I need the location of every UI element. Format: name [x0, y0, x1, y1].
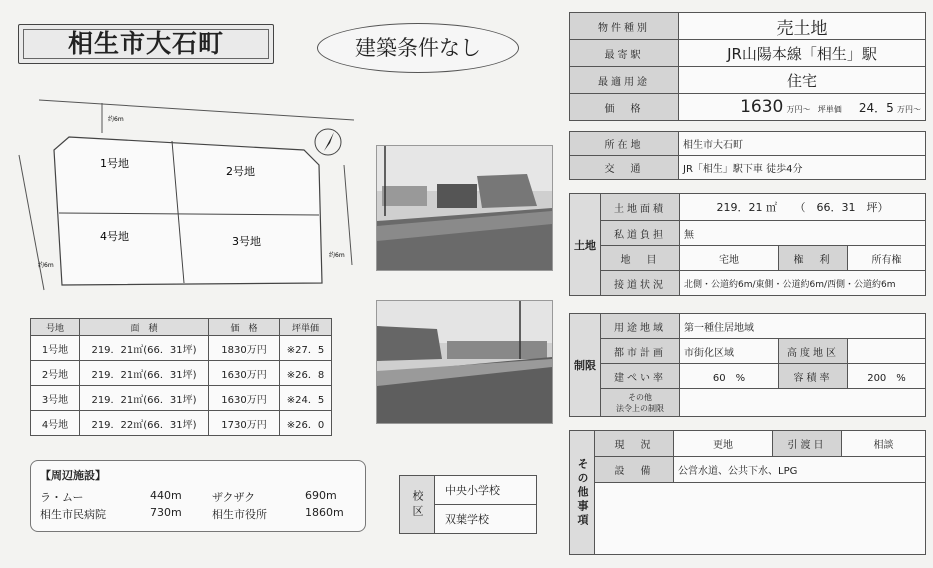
- location-table: 所在地 相生市大石町 交 通 JR「相生」駅下車 徒歩4分: [569, 131, 926, 180]
- lot-label-1: 1号地: [100, 157, 129, 170]
- property-summary: 物件種別 売土地 最寄駅 JR山陽本線「相生」駅 最適用途 住宅 価 格 1630 万円～ 坪単価 24．5 万円～: [569, 12, 926, 121]
- private-road: 無: [680, 221, 926, 246]
- photo-2-image: [377, 301, 552, 423]
- col-tsubo: 坪単価: [280, 319, 332, 336]
- road-width-right: 约6m: [329, 252, 345, 259]
- handover: 相談: [842, 431, 926, 457]
- best-use: 住宅: [679, 67, 926, 94]
- nearby-facilities: 【周辺施設】 ラ・ムー 440m ザクザク 690m 相生市民病院 730m 相生市役所 1860m: [30, 460, 366, 532]
- col-lot: 号地: [31, 319, 80, 336]
- price-cell: 1630 万円～ 坪単価 24．5 万円～: [679, 94, 926, 121]
- other-restrictions: [680, 389, 926, 417]
- road-width-top: 约6m: [108, 116, 124, 123]
- other-table: その他事項 現 況 更地 引渡日 相談 設 備 公営水道、公共下水、LPG: [569, 430, 926, 555]
- school-label: 校区: [400, 476, 435, 534]
- no-building-condition-badge: 建築条件なし: [317, 23, 519, 73]
- school-district-table: [399, 475, 537, 534]
- page-title: 相生市大石町: [67, 29, 224, 58]
- address: 相生市大石町: [679, 132, 926, 156]
- photo-1-image: [377, 146, 552, 270]
- table-row: 1号地 219．21㎡(66．31坪) 1830万円 ※27．5: [31, 336, 332, 361]
- col-area: 面 積: [80, 319, 209, 336]
- lot-label-2: 2号地: [226, 165, 255, 178]
- other-notes: [595, 483, 926, 555]
- use-zone: 第一種住居地域: [680, 314, 926, 339]
- site-photo-2: [376, 300, 553, 424]
- land-category: 宅地: [680, 246, 779, 271]
- lot-plan: [14, 95, 364, 300]
- building-coverage: 60 %: [680, 364, 779, 389]
- lot-outline: [54, 137, 322, 285]
- height-district: [848, 339, 926, 364]
- page-title-box: [18, 24, 274, 64]
- lot-label-4: 4号地: [100, 230, 129, 243]
- land-right: 所有権: [848, 246, 926, 271]
- table-row: 2号地 219．21㎡(66．31坪) 1630万円 ※26．8: [31, 361, 332, 386]
- restriction-table: 制限 用途地域 第一種住居地域 都市計画 市街化区域 高度地区 建ぺい率 60 % 容積率 200 % その他 法令上の制限: [569, 313, 926, 417]
- table-row: 3号地 219．21㎡(66．31坪) 1630万円 ※24．5: [31, 386, 332, 411]
- utilities: 公営水道、公共下水、LPG: [674, 457, 926, 483]
- junior-school: 双葉学校: [435, 505, 537, 534]
- elementary-school: 中央小学校: [435, 476, 537, 505]
- site-photo-1: [376, 145, 553, 271]
- compass-icon: [315, 129, 341, 155]
- city-plan: 市街化区域: [680, 339, 779, 364]
- lot-table: [30, 318, 332, 436]
- nearest-station: JR山陽本線「相生」駅: [679, 40, 926, 67]
- access: JR「相生」駅下車 徒歩4分: [679, 156, 926, 180]
- road-width-left: 约6m: [38, 262, 54, 269]
- current-status: 更地: [674, 431, 773, 457]
- price-value: 1630: [740, 97, 784, 117]
- land-table: 土地 土地面積 219．21 ㎡ （ 66．31 坪） 私道負担 無 地 目 宅地 権 利 所有権 接道状況 北側・公道約6m/東側・公道約6m/西側・公道約6m: [569, 193, 926, 296]
- property-type: 売土地: [679, 13, 926, 40]
- table-row: 4号地 219．22㎡(66．31坪) 1730万円 ※26．0: [31, 411, 332, 436]
- land-area: 219．21 ㎡ （ 66．31 坪）: [680, 194, 926, 221]
- lot-label-3: 3号地: [232, 235, 261, 248]
- tsubo-value: 24．5: [858, 101, 894, 115]
- facilities-heading: 【周辺施設】: [40, 469, 106, 482]
- col-price: 価 格: [209, 319, 280, 336]
- lot-table-header: [31, 319, 332, 336]
- floor-area-ratio: 200 %: [848, 364, 926, 389]
- road-access: 北側・公道約6m/東側・公道約6m/西側・公道約6m: [680, 271, 926, 296]
